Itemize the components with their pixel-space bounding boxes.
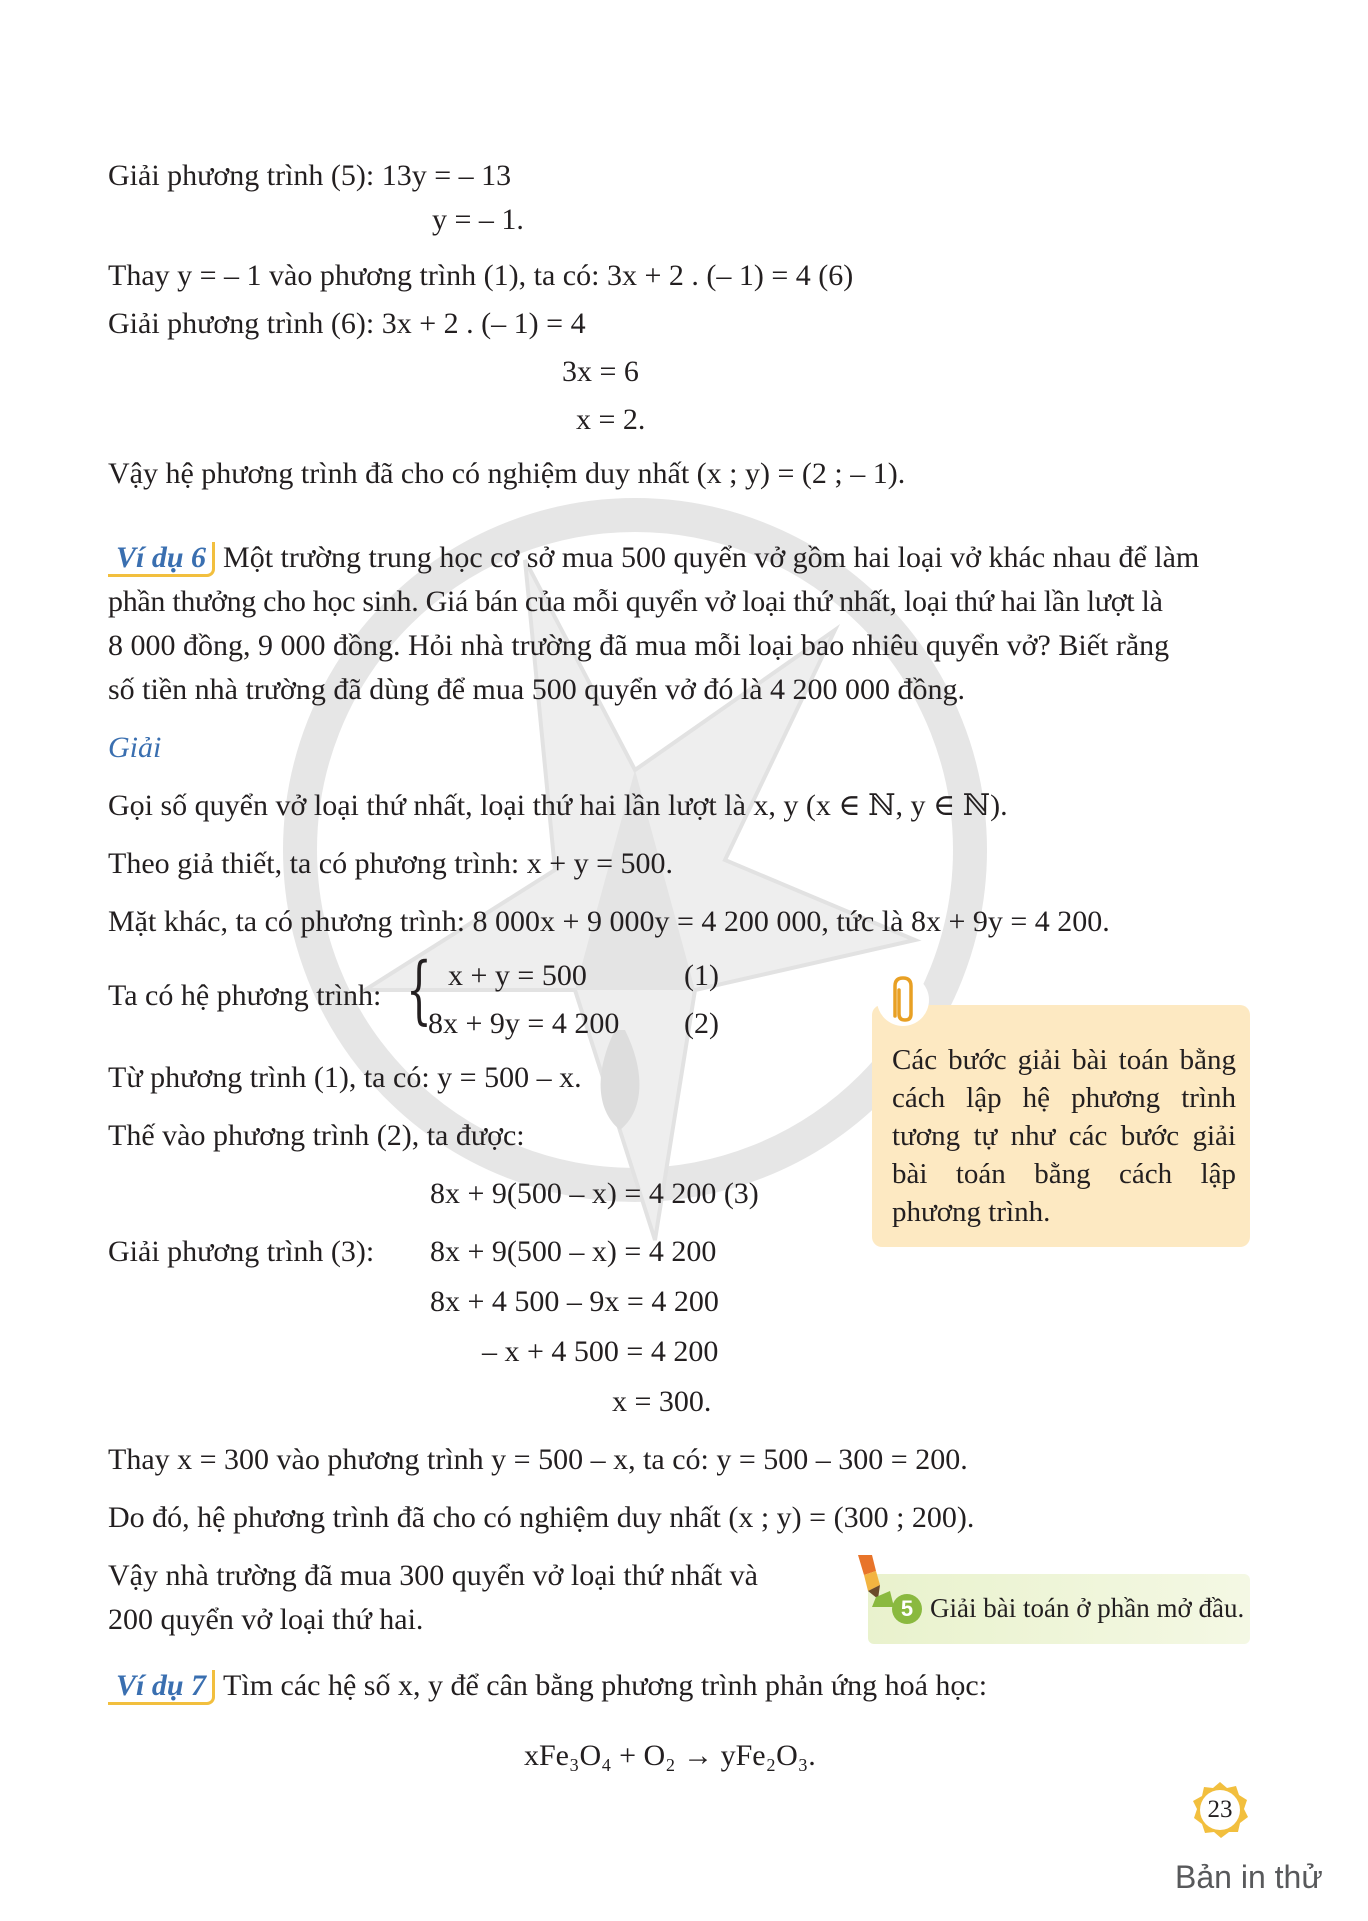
equation-line: x = 300. (612, 1385, 712, 1418)
solution-line: Thay x = 300 vào phương trình y = 500 – x, ta có: y = 500 – 300 = 200. (108, 1443, 968, 1476)
solution-line: Vậy nhà trường đã mua 300 quyển vở loại thứ nhất và (108, 1559, 758, 1592)
example-7-label: Ví dụ 7 (108, 1670, 215, 1705)
equation-line: Giải phương trình (5): 13y = – 13 (108, 159, 512, 192)
solution-line: Mặt khác, ta có phương trình: 8 000x + 9 000y = 4 200 000, tức là 8x + 9y = 4 200. (108, 905, 1110, 938)
example-6-intro (108, 540, 1199, 577)
system-tag-2: (2) (684, 1007, 719, 1040)
equation-line: 3x = 6 (562, 355, 639, 388)
solution-line: Gọi số quyển vở loại thứ nhất, loại thứ hai lần lượt là x, y (x ∈ ℕ, y ∈ ℕ). (108, 789, 1008, 822)
solution-line: Thế vào phương trình (2), ta được: (108, 1119, 525, 1152)
solution-title: Giải (108, 731, 162, 764)
equation-line: 8x + 4 500 – 9x = 4 200 (430, 1285, 719, 1318)
task-banner (868, 1574, 1250, 1644)
equation-line: x = 2. (576, 403, 646, 436)
task-number: 5 (892, 1594, 922, 1624)
chemical-formula: xFe₃O₄ + O₂ → yFe₂O₃. (524, 1739, 816, 1772)
equation-line: y = – 1. (432, 203, 524, 236)
draft-label: Bản in thử (1175, 1859, 1323, 1895)
solution-line: Theo giả thiết, ta có phương trình: x + y = 500. (108, 847, 674, 880)
equation-line: 8x + 9(500 – x) = 4 200 (430, 1235, 717, 1268)
system-tag-1: (1) (684, 959, 719, 992)
system-brace: { (406, 947, 432, 1033)
example-7-text: Tìm các hệ số x, y để cân bằng phương trình phản ứng hoá học: (223, 1669, 988, 1702)
task-label: Giải bài toán ở phần mở đầu. (930, 1593, 1245, 1623)
system-equation-1: x + y = 500 (448, 959, 587, 992)
conclusion-text: Vậy hệ phương trình đã cho có nghiệm duy nhất (x ; y) = (2 ; – 1). (108, 457, 906, 490)
note-text: Các bước giải bài toán bằng cách lập hệ phương trình tương tự như các bước giải bài toán bằng cách lập phương trình. (892, 1044, 1236, 1228)
equation-line: Giải phương trình (6): 3x + 2 . (– 1) = 4 (108, 307, 586, 340)
pen-icon (850, 1551, 900, 1611)
note-box (872, 1005, 1250, 1247)
solution-line: 200 quyển vở loại thứ hai. (108, 1603, 424, 1636)
solution-line: Giải phương trình (3): (108, 1235, 375, 1268)
equation-line: – x + 4 500 = 4 200 (482, 1335, 719, 1368)
page-number: 23 (1207, 1796, 1233, 1823)
solution-line: Do đó, hệ phương trình đã cho có nghiệm duy nhất (x ; y) = (300 ; 200). (108, 1501, 975, 1534)
equation-line: Thay y = – 1 vào phương trình (1), ta có: 3x + 2 . (– 1) = 4 (6) (108, 259, 854, 292)
solution-line: Từ phương trình (1), ta có: y = 500 – x. (108, 1061, 582, 1094)
example-7-intro (108, 1668, 987, 1705)
paperclip-icon (875, 970, 931, 1036)
system-label: Ta có hệ phương trình: (108, 979, 382, 1012)
example-6-text: Một trường trung học cơ sở mua 500 quyển vở gồm hai loại vở khác nhau để làm (223, 541, 1200, 574)
example-6-text: số tiền nhà trường đã dùng để mua 500 quyển vở đó là 4 200 000 đồng. (108, 673, 966, 706)
equation-line: 8x + 9(500 – x) = 4 200 (3) (430, 1177, 759, 1210)
example-6-text: 8 000 đồng, 9 000 đồng. Hỏi nhà trường đã mua mỗi loại bao nhiêu quyển vở? Biết rằng (108, 629, 1170, 662)
example-6-text: phần thưởng cho học sinh. Giá bán của mỗi quyển vở loại thứ nhất, loại thứ hai lần lượt là (108, 585, 1163, 618)
example-6-label: Ví dụ 6 (108, 542, 215, 577)
system-equation-2: 8x + 9y = 4 200 (428, 1007, 620, 1040)
